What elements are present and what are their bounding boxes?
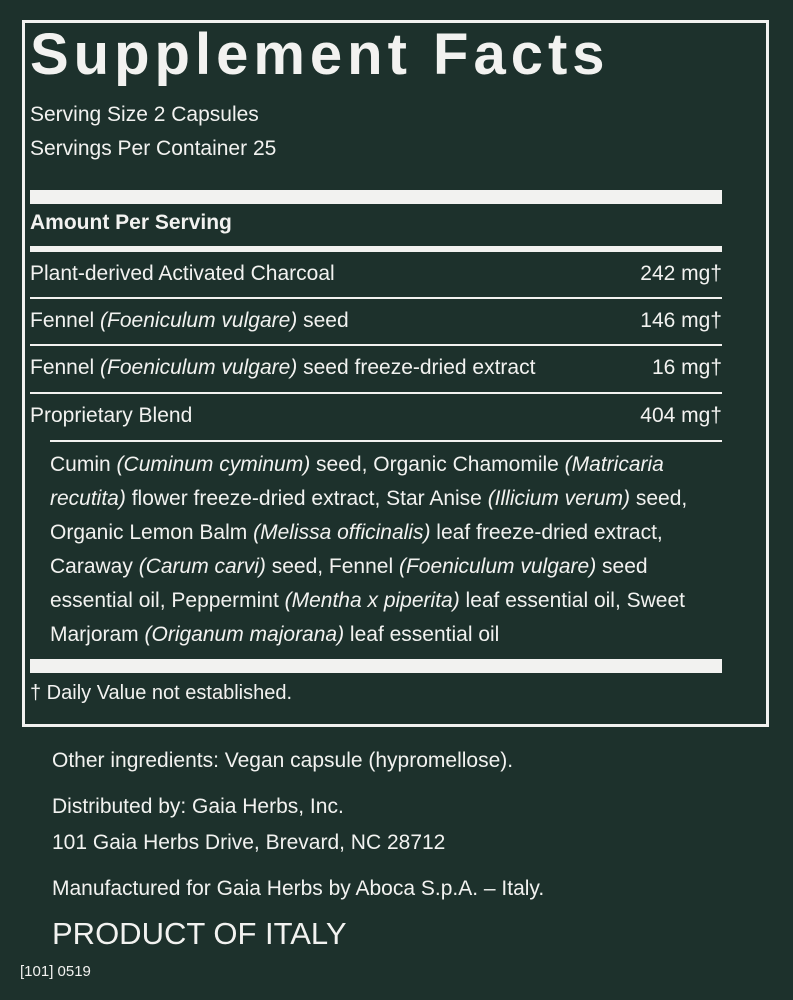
servings-per-container: Servings Per Container 25 xyxy=(30,137,277,160)
nutrient-amount: 242 mg† xyxy=(640,262,722,285)
distributor-name: Distributed by: Gaia Herbs, Inc. xyxy=(52,795,344,818)
nutrient-row xyxy=(30,394,722,438)
serving-size: Serving Size 2 Capsules xyxy=(30,103,259,126)
nutrient-name: Proprietary Blend xyxy=(30,404,193,427)
nutrient-row xyxy=(30,252,722,296)
lot-code: [101] 0519 xyxy=(20,963,91,980)
thick-rule-top xyxy=(30,190,722,204)
nutrient-amount: 16 mg† xyxy=(651,356,722,379)
nutrient-amount: 146 mg† xyxy=(640,309,722,332)
nutrient-row xyxy=(30,346,722,390)
proprietary-blend-ingredients: Cumin (Cuminum cyminum) seed, Organic Chamomile (Matricaria recutita) flower freeze-dried extract, Star Anise (Illicium verum) seed, Organic Lemon Balm (Melissa officinalis) leaf freeze-dried extract, Caraway (Carum carvi) seed, Fennel (Foeniculum vulgare) seed essential oil, Peppermint (Mentha x piperita) leaf essential oil, Sweet Marjoram (Origanum majorana) leaf essential oil xyxy=(50,453,688,646)
other-ingredients: Other ingredients: Vegan capsule (hypromellose). xyxy=(52,749,514,772)
thick-rule-bottom xyxy=(30,659,722,673)
amount-per-serving-heading: Amount Per Serving xyxy=(30,211,232,234)
panel-title: Supplement Facts xyxy=(30,22,610,87)
distributor-address: 101 Gaia Herbs Drive, Brevard, NC 28712 xyxy=(52,831,446,854)
manufacturer-note: Manufactured for Gaia Herbs by Aboca S.p.A. – Italy. xyxy=(52,877,545,900)
nutrient-name: Fennel (Foeniculum vulgare) seed xyxy=(30,309,349,332)
nutrient-name: Fennel (Foeniculum vulgare) seed freeze-dried extract xyxy=(30,356,536,379)
nutrient-name: Plant-derived Activated Charcoal xyxy=(30,262,335,285)
country-of-origin: PRODUCT OF ITALY xyxy=(52,916,347,951)
daily-value-footnote: † Daily Value not established. xyxy=(30,682,293,704)
nutrient-amount: 404 mg† xyxy=(640,404,722,427)
blend-divider xyxy=(50,440,722,442)
serving-info xyxy=(30,98,276,166)
nutrient-row xyxy=(30,299,722,343)
